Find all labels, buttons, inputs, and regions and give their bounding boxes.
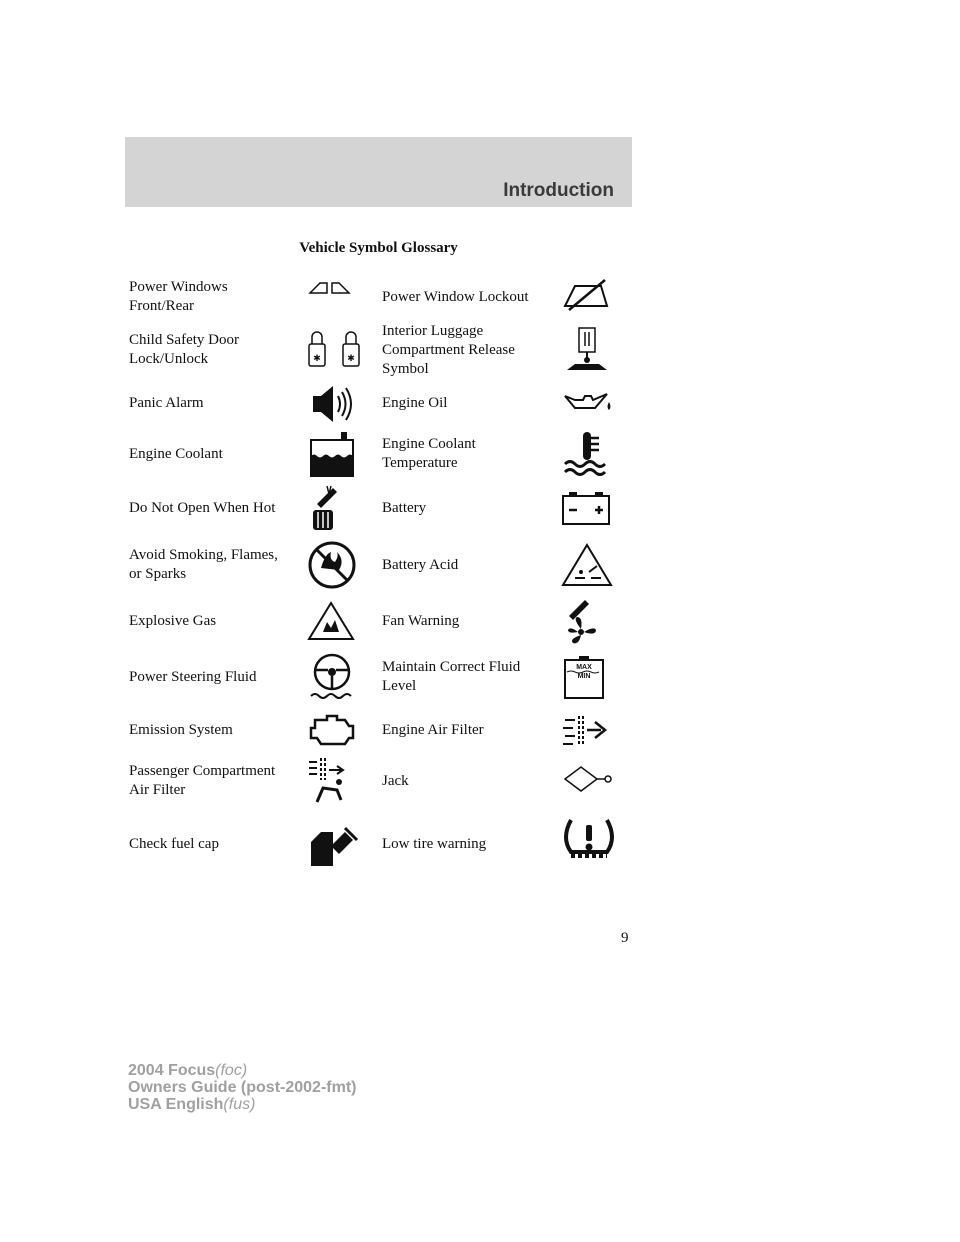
min-mark: MIN [577, 673, 591, 680]
glossary-row [129, 484, 619, 532]
glossary-title: Vehicle Symbol Glossary [299, 240, 458, 256]
tire-pressure-icon [561, 816, 617, 862]
symbol-label: Power Window Lockout [382, 288, 529, 305]
window-lockout-icon [561, 278, 611, 312]
footer-guide: Owners Guide (post-2002-fmt) [128, 1079, 357, 1096]
footer-model: 2004 Focus [128, 1062, 216, 1079]
symbol-label: Child Safety Door Lock/Unlock [129, 332, 239, 367]
footer-model-code: (foc) [215, 1062, 248, 1079]
oil-can-icon [561, 388, 613, 416]
child-lock-icon [307, 328, 363, 370]
battery-icon [561, 490, 611, 526]
engine-icon [307, 712, 357, 748]
footer-line [128, 1062, 356, 1079]
speaker-icon [307, 384, 353, 424]
steering-wheel-icon [307, 652, 357, 702]
footer-line [128, 1079, 356, 1096]
symbol-label: Low tire warning [382, 835, 487, 852]
symbol-label: Do Not Open When Hot [129, 499, 276, 516]
glossary-row [129, 322, 619, 378]
symbol-label: Maintain Correct Fluid Level [382, 659, 521, 694]
fuel-cap-icon [307, 822, 359, 868]
symbol-label: Avoid Smoking, Flames, or Sparks [129, 547, 278, 582]
glossary-row [129, 598, 619, 644]
coolant-temperature-icon [561, 430, 613, 476]
footer-language-code: (fus) [223, 1096, 256, 1113]
symbol-label: Interior Luggage Compartment Release Symbol [382, 322, 515, 377]
footer-line [128, 1096, 356, 1113]
glossary-row [129, 278, 619, 316]
trunk-release-icon [561, 326, 611, 374]
coolant-reservoir-icon [307, 430, 357, 478]
glossary-row [129, 540, 619, 590]
footer-language: USA English [128, 1096, 224, 1113]
do-not-open-hot-icon [307, 484, 343, 532]
symbol-label: Engine Oil [382, 394, 448, 411]
no-flame-icon [307, 540, 357, 590]
symbol-label: Fan Warning [382, 612, 460, 629]
symbol-label: Power Windows Front/Rear [129, 279, 228, 314]
symbol-label: Engine Air Filter [382, 721, 484, 738]
section-title: Introduction [503, 180, 614, 201]
fan-warning-icon [561, 598, 601, 646]
glossary-row [129, 384, 619, 422]
footer [128, 1062, 356, 1113]
glossary-row [129, 710, 619, 750]
battery-acid-icon [561, 542, 613, 588]
symbol-label: Jack [382, 772, 409, 789]
air-filter-icon [561, 712, 611, 748]
svg-text:✱: ✱ [347, 353, 355, 363]
glossary-row [129, 652, 619, 702]
symbol-label: Engine Coolant [129, 445, 223, 462]
symbol-label: Engine Coolant Temperature [382, 436, 476, 471]
symbol-label: Emission System [129, 721, 233, 738]
glossary-row [129, 430, 619, 478]
power-windows-icon [307, 280, 353, 296]
cabin-filter-icon [307, 756, 357, 806]
symbol-label: Passenger Compartment Air Filter [129, 763, 276, 798]
symbol-label: Battery Acid [382, 556, 459, 573]
svg-text:✱: ✱ [313, 353, 321, 363]
explosive-gas-icon [307, 600, 355, 642]
symbol-label: Power Steering Fluid [129, 668, 257, 685]
page-number: 9 [621, 930, 629, 946]
glossary-row [129, 756, 619, 806]
glossary-row [129, 816, 619, 872]
symbol-label: Battery [382, 499, 427, 516]
symbol-label: Explosive Gas [129, 612, 217, 629]
fluid-level-icon [561, 654, 607, 700]
header-band [125, 137, 632, 207]
symbol-label: Check fuel cap [129, 835, 219, 852]
max-mark: MAX [576, 664, 592, 671]
jack-icon [561, 764, 613, 794]
symbol-label: Panic Alarm [129, 394, 204, 411]
